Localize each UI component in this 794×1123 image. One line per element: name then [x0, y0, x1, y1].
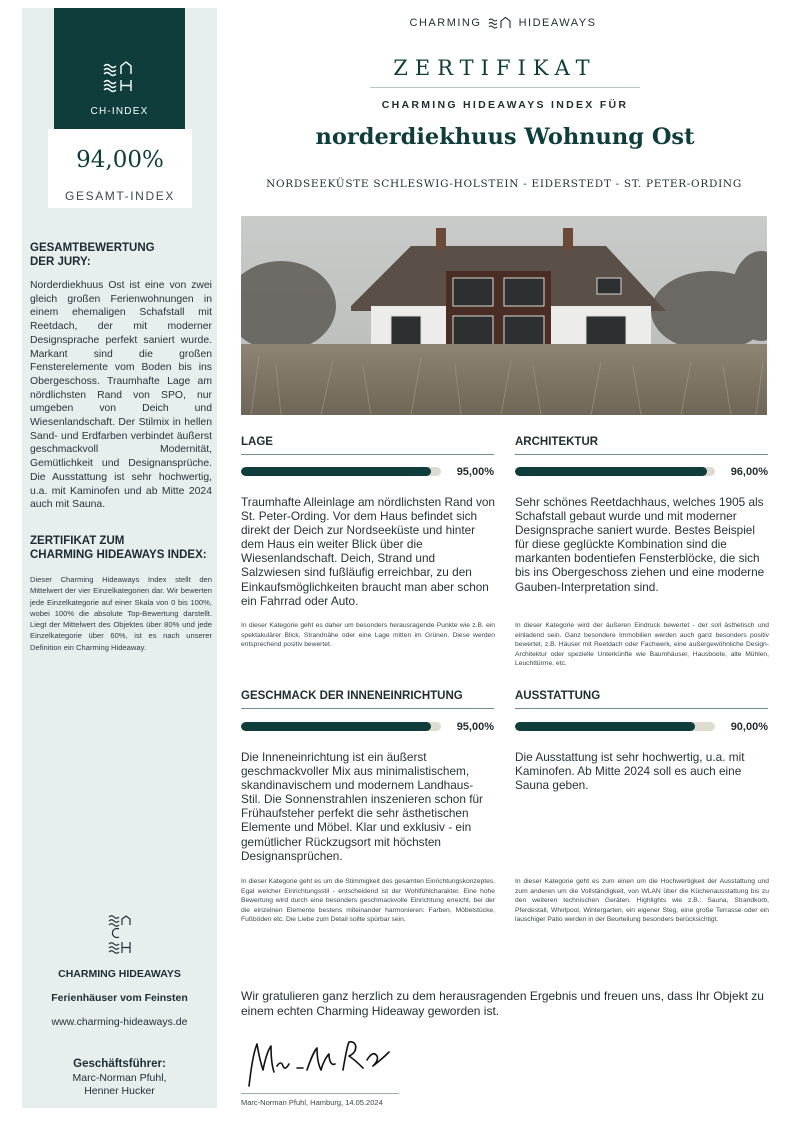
category-title-inneneinrichtung: GESCHMACK DER INNENEINRICHTUNG — [241, 690, 463, 702]
category-note-ausstattung: In dieser Kategorie geht es zum einen um die Hochwertigkeit der Ausstattung und zum anderen um die Vollständigkeit, von WLAN über die Küchenausstattung bis zu den weiteren technischen Geräten. Highlights wie z.B.: Sauna, Strandkorb, Pferdestall, Whirlpool, Wintergarten, ein eigener Steg, eine große Terrasse oder ein lauschiger Patio werden in der Beurteilung besonders berücksichtigt. — [515, 878, 769, 924]
category-title-lage: LAGE — [241, 436, 273, 448]
category-divider — [241, 708, 494, 709]
company-tagline: Ferienhäuser vom Feinsten — [51, 992, 188, 1004]
property-region: NORDSEEKÜSTE SCHLESWIG-HOLSTEIN - EIDERSTEDT - ST. PETER-ORDING — [266, 178, 742, 190]
progress-fill-architektur — [515, 467, 707, 476]
property-name: norderdiekhuus Wohnung Ost — [315, 124, 695, 150]
category-divider — [515, 454, 768, 455]
company-website-link[interactable]: www.charming-hideaways.de — [51, 1016, 188, 1028]
category-note-lage: In dieser Kategorie geht es daher um besonders herausragende Punkte wie z.B. ein spektakulärer Blick, Strandnähe oder eine Lage mitten im Grünen. Diese werden entsprechend positiv bewertet. — [241, 622, 495, 649]
progress-fill-inneneinrichtung — [241, 722, 431, 731]
progress-bar-inneneinrichtung — [241, 722, 441, 731]
ch-index-badge — [54, 8, 185, 129]
certificate-title: ZERTIFIKAT — [393, 56, 597, 80]
category-title-architektur: ARCHITEKTUR — [515, 436, 599, 448]
congratulations-text: Wir gratulieren ganz herzlich zu dem herausragenden Ergebnis und freuen uns, dass Ihr Objekt zu einem echten Charming Hideaway geworden ist. — [241, 989, 764, 1018]
percent-ausstattung: 90,00% — [730, 721, 768, 733]
category-divider — [241, 454, 494, 455]
total-score: 94,00% — [76, 147, 164, 173]
brand-name-right: HIDEAWAYS — [518, 16, 597, 29]
percent-inneneinrichtung: 95,00% — [456, 721, 494, 733]
waves-house-logo-icon — [54, 60, 185, 94]
progress-bar-architektur — [515, 467, 715, 476]
ceo-name-1: Marc-Norman Pfuhl, — [72, 1072, 167, 1084]
signature-icon — [241, 1030, 399, 1092]
category-text-inneneinrichtung: Die Inneneinrichtung ist ein äußerst geschmackvoller Mix aus minimalistischem, skandinavischem und modernem Landhaus-Stil. Die Sonnenstrahlen inszenieren schon für Frühaufsteher perfekt die sehr ästhetischen Elemente und Möbel. Klar und exklusiv - ein gemütlicher Rückzugsort mit höchsten Designansprüchen. — [241, 750, 483, 863]
company-name: CHARMING HIDEAWAYS — [58, 968, 181, 980]
ceo-name-2: Henner Hucker — [84, 1085, 155, 1097]
badge-label: CH-INDEX — [90, 106, 149, 117]
progress-fill-ausstattung — [515, 722, 695, 731]
index-info-text: Dieser Charming Hideaways Index stellt den Mittelwert der vier Einzelkategorien dar. Wir bewerten jede Einzelkategorie auf einer Skala von 0 bis 100%, wobei 100% die absolute Top-Bewertung darstellt. Liegt der Mittelwert des Objektes über 80% und jede Einzelkategorie über 60%, ist es nach unserer Definition ein Charming Hideaway. — [30, 575, 212, 652]
total-score-label: GESAMT-INDEX — [65, 189, 175, 203]
total-score-card — [48, 129, 192, 208]
ceo-label: Geschäftsführer: — [73, 1058, 166, 1070]
category-note-architektur: In dieser Kategorie wird der äußeren Eindruck bewertet - der soll ästhetisch und einladend sein. Ganz besondere Immobilien werden auch ganz besonders positiv bewertet, z.B. Häuser mit Reetdach oder Fachwerk, eine außergewöhnliche Design-Architektur oder spezielle Unterkünfte wie Baumhäuser, Hausboote, alte Mühlen, Leuchttürme, etc. — [515, 622, 769, 668]
progress-fill-lage — [241, 467, 431, 476]
sidebar — [22, 8, 217, 1108]
category-text-lage: Traumhafte Alleinlage am nördlichsten Rand von St. Peter-Ording. Vor dem Haus befindet sich direkt der Deich zur Nordseeküste und hinter dem Haus ein weiter Blick über die Wiesenlandschaft. Deich, Strand und Salzwiesen sind fußläufig erreichbar, zu den Einkaufsmöglichkeiten braucht man aber schon ein Fahrrad oder Auto. — [241, 495, 495, 608]
jury-heading: GESAMTBEWERTUNG DER JURY: — [30, 242, 155, 268]
category-text-architektur: Sehr schönes Reetdachhaus, welches 1905 als Schafstall gebaut wurde und mit moderner Designsprache saniert wurde. Bestes Beispiel für diese geglückte Kombination sind die markanten bodentiefen Fensterblöcke, die sich bis ins Obergeschoss ziehen und eine moderne Gauben-Interpretation sind. — [515, 495, 765, 594]
brand-header — [383, 16, 623, 30]
category-note-inneneinrichtung: In dieser Kategorie geht es um die Stimmigkeit des gesamten Einrichtungskonzeptes. Egal welcher Einrichtungsstil - entscheidend ist der Wohlfühlcharakter. Eine hohe Bewertung wird durch eine besonders geschmackvolle Einrichtung erreicht, bei der die einzelnen Elemente bestens miteinander harmonieren: Farben, Möbelstücke, Fußböden etc. Die Liebe zum Detail sollte spürbar sein. — [241, 878, 495, 924]
percent-architektur: 96,00% — [730, 466, 768, 478]
category-text-ausstattung: Die Ausstattung ist sehr hochwertig, u.a. mit Kaminofen. Ab Mitte 2024 soll es auch eine Sauna geben. — [515, 750, 745, 793]
jury-text: Norderdiekhuus Ost ist eine von zwei gleich großen Ferienwohnungen in einem ehemaligen Schafstall mit Reetdach, der mit moderner Designsprache perfekt saniert wurde. Markant sind die großen Fensterelemente vom Boden bis ins Obergeschoss. Traumhafte Lage am nördlichsten Rand von SPO, nur umgeben von Deich und Wiesenlandschaft. Der Stilmix in hellen Sand- und Erdfarben verbindet äußerst geschmackvoll Modernität, Gemütlichkeit und Designansprüche. Die Ausstattung ist sehr hochwertig, u.a. mit Kaminofen und ab Mitte 2024 auch mit Sauna. — [30, 280, 212, 511]
index-info-heading: ZERTIFIKAT ZUM CHARMING HIDEAWAYS INDEX: — [30, 535, 207, 561]
progress-bar-ausstattung — [515, 722, 715, 731]
title-divider — [370, 87, 640, 88]
signature-line — [241, 1093, 399, 1094]
brand-name-left: CHARMING — [409, 16, 482, 29]
signature-caption: Marc-Norman Pfuhl, Hamburg, 14.05.2024 — [241, 1098, 383, 1107]
progress-bar-lage — [241, 467, 441, 476]
category-divider — [515, 708, 768, 709]
brand-logo-icon — [486, 16, 514, 30]
certificate-subtitle: CHARMING HIDEAWAYS INDEX FÜR — [381, 99, 629, 111]
property-photo — [241, 216, 767, 415]
percent-lage: 95,00% — [456, 466, 494, 478]
stacked-logo-icon — [99, 913, 139, 955]
category-title-ausstattung: AUSSTATTUNG — [515, 690, 601, 702]
